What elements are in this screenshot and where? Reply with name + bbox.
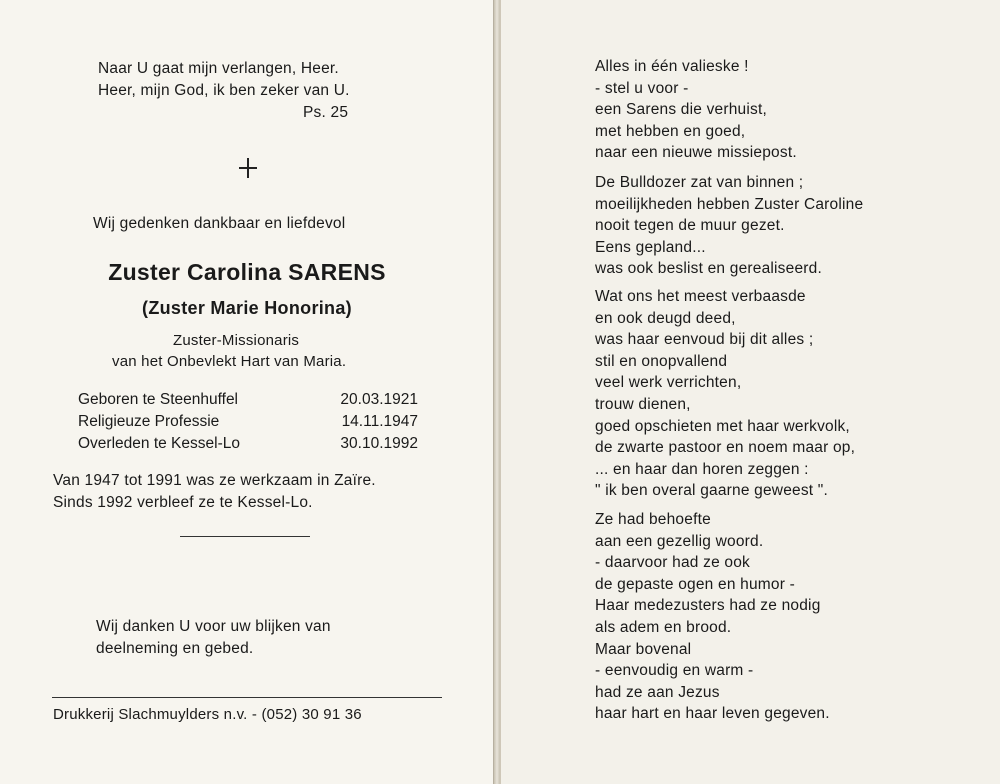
- left-page: [0, 0, 494, 784]
- printer-line: Drukkerij Slachmuylders n.v. - (052) 30 91 36: [53, 706, 362, 723]
- poem-line: " ik ben overal gaarne geweest ".: [595, 482, 829, 500]
- religious-name: (Zuster Marie Honorina): [142, 298, 352, 318]
- poem-line: de gepaste ogen en humor -: [595, 575, 795, 593]
- poem-line: als adem en brood.: [595, 619, 732, 636]
- right-page: [500, 0, 1000, 784]
- poem-line: had ze aan Jezus: [595, 683, 720, 701]
- date-value: 30.10.1992: [340, 435, 418, 452]
- poem-line: trouw dienen,: [595, 396, 691, 413]
- remembrance-line: Wij gedenken dankbaar en liefdevol: [93, 215, 346, 232]
- poem-line: een Sarens die verhuist,: [595, 101, 767, 119]
- poem-line: haar hart en haar leven gegeven.: [595, 705, 830, 723]
- poem-line: de zwarte pastoor en noem maar op,: [595, 439, 856, 457]
- thanks-line-2: deelneming en gebed.: [96, 640, 254, 657]
- poem-line: moeilijkheden hebben Zuster Caroline: [595, 195, 864, 213]
- career-line-1: Van 1947 tot 1991 was ze werkzaam in Zaïre.: [53, 472, 376, 489]
- poem-line: nooit tegen de muur gezet.: [595, 217, 785, 235]
- poem-line: Maar bovenal: [595, 640, 692, 658]
- date-label: Overleden te Kessel-Lo: [78, 435, 240, 452]
- congregation-name: van het Onbevlekt Hart van Maria.: [112, 353, 347, 370]
- thanks-line-1: Wij danken U voor uw blijken van: [96, 618, 331, 635]
- psalm-reference: Ps. 25: [303, 104, 349, 121]
- poem-line: goed opschieten met haar werkvolk,: [595, 417, 850, 435]
- poem-line: Haar medezusters had ze nodig: [595, 597, 821, 615]
- date-label: Geboren te Steenhuffel: [78, 391, 239, 408]
- poem-line: aan een gezellig woord.: [595, 532, 764, 550]
- poem-line: - daarvoor had ze ook: [595, 554, 750, 572]
- poem-line: Ze had behoefte: [595, 511, 711, 528]
- deceased-name: Zuster Carolina SARENS: [108, 259, 386, 285]
- poem-line: was ook beslist en gerealiseerd.: [595, 260, 822, 278]
- poem-line: en ook deugd deed,: [595, 309, 736, 327]
- poem-line: Eens gepland...: [595, 238, 706, 256]
- poem-line: met hebben en goed,: [595, 122, 746, 140]
- poem-line: - stel u voor -: [595, 79, 689, 97]
- poem-line: stil en onopvallend: [595, 352, 728, 370]
- date-label: Religieuze Professie: [78, 413, 220, 430]
- poem-line: Wat ons het meest verbaasde: [595, 288, 806, 305]
- career-line-2: Sinds 1992 verbleef ze te Kessel-Lo.: [53, 494, 313, 511]
- divider: [180, 536, 310, 537]
- poem-line: De Bulldozer zat van binnen ;: [595, 174, 804, 191]
- poem-line: veel werk verrichten,: [595, 374, 742, 392]
- poem-line: was haar eenvoud bij dit alles ;: [595, 331, 814, 349]
- date-value: 20.03.1921: [340, 391, 418, 408]
- psalm-line-1: Naar U gaat mijn verlangen, Heer.: [98, 60, 339, 77]
- date-value: 14.11.1947: [341, 413, 418, 430]
- psalm-line-2: Heer, mijn God, ik ben zeker van U.: [98, 82, 350, 99]
- poem-line: naar een nieuwe missiepost.: [595, 144, 797, 162]
- poem-line: ... en haar dan horen zeggen :: [595, 460, 809, 478]
- cross-icon: [238, 158, 258, 178]
- poem-line: Alles in één valieske !: [595, 58, 749, 75]
- poem-line: - eenvoudig en warm -: [595, 662, 754, 680]
- footer-divider: [52, 697, 442, 698]
- congregation-title: Zuster-Missionaris: [173, 332, 300, 349]
